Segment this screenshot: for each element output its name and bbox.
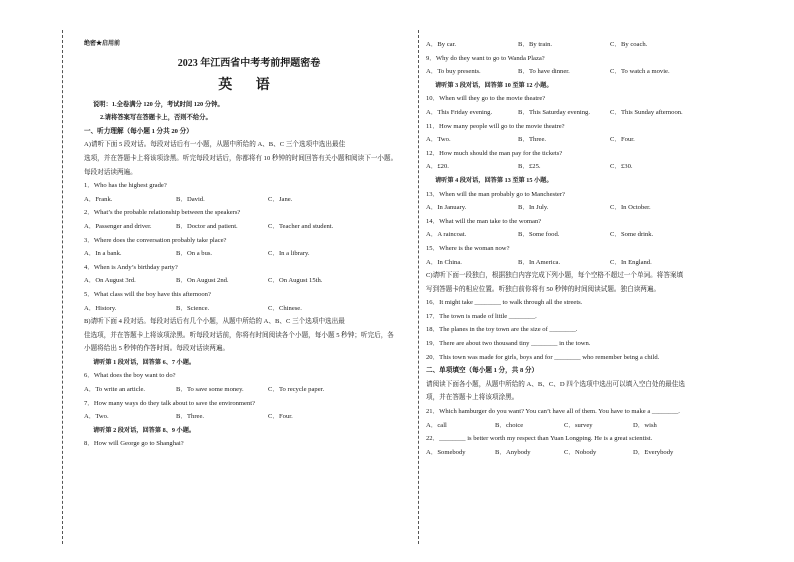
options-row <box>426 446 756 460</box>
secret-tag: 绝密★启用前 <box>84 41 121 47</box>
question-text: 7．How many ways do they talk about to save the environment? <box>84 399 256 407</box>
instruction-line: 写到答题卡的相应位置。听独白前你将有 50 秒钟的时间阅读试题。独白读两遍。 <box>426 285 661 293</box>
option: A．In a bank. <box>84 250 122 258</box>
fill-question: 17．The town is made of little ________. <box>426 312 537 320</box>
option: B．Anybody <box>495 448 531 456</box>
fill-question: 16．It might take ________ to walk through all the streets. <box>426 299 583 307</box>
options-row <box>84 383 414 397</box>
option: C．This Sunday afternoon. <box>610 108 683 116</box>
options-row <box>426 256 756 270</box>
option: B．Science. <box>176 304 210 312</box>
exam-title: 2023 年江西省中考考前押题密卷 <box>177 57 321 69</box>
option: A．In January. <box>426 204 467 212</box>
option: B．Some food. <box>518 231 560 239</box>
option: A．Frank. <box>84 195 113 203</box>
options-row <box>426 228 756 242</box>
fill-question: 18．The planes in the toy town are the size of ________. <box>426 326 578 334</box>
question-text: 13．When will the man probably go to Manchester? <box>426 190 565 198</box>
question-text: 11．How many people will go to the movie theatre? <box>426 122 565 130</box>
option: D．wish <box>633 421 657 429</box>
note-line: 2.请将答案写在答题卡上，否则不给分。 <box>100 114 212 122</box>
section-heading: 一、听力理解（每小题 1 分共 20 分） <box>84 127 193 135</box>
options-row <box>426 133 756 147</box>
option: B．By train. <box>518 41 553 48</box>
option: A．To buy presents. <box>426 68 481 76</box>
question-text: 12．How much should the man pay for the tickets? <box>426 149 563 157</box>
option: A．This Friday evening. <box>426 108 493 116</box>
section-heading: 二、单项填空（每小题 1 分，共 8 分） <box>426 367 539 375</box>
left-column <box>84 38 414 451</box>
instruction-line: 项，并在答题卡上将该项涂黑。 <box>426 394 519 402</box>
question-text: 22．________ is better worth my respect than Yuan Longping. He is a great scientist. <box>426 435 653 443</box>
option: A．Passenger and driver. <box>84 222 152 230</box>
right-column <box>426 38 756 459</box>
options-row <box>84 247 414 261</box>
option: C．survey <box>564 421 593 429</box>
option: B．To save some money. <box>176 386 244 394</box>
option: C．£30. <box>610 163 633 171</box>
option: A．Two. <box>426 136 451 144</box>
option: A．call <box>426 421 447 429</box>
option: C．Jane. <box>268 195 293 203</box>
option: C．Nobody <box>564 448 597 456</box>
option: A．On August 3rd. <box>84 277 136 285</box>
instruction-line: 佳选项，并在答题卡上将该项涂黑。听每段对话前，你将有时间阅读各个小题，每小题 5 秒钟；听完后，各 <box>84 331 394 339</box>
option: B．This Saturday evening. <box>518 108 590 116</box>
question-text: 14．What will the man take to the woman? <box>426 217 542 225</box>
option: C．In October. <box>610 204 651 212</box>
option: C．Chinese. <box>268 304 302 312</box>
subheading: 请听第 2 段对话，回答第 8、9 小题。 <box>93 426 196 434</box>
option: A．£20. <box>426 163 449 171</box>
option: B．Three. <box>518 136 547 144</box>
options-row <box>426 419 756 433</box>
options-row <box>84 302 414 316</box>
question-text: 9．Why do they want to go to Wanda Plaza? <box>426 54 545 62</box>
option: C．In England. <box>610 258 652 266</box>
subject-title: 英 语 <box>218 77 280 93</box>
note-line: 说明：1.全卷满分 120 分，考试时间 120 分钟。 <box>93 100 224 108</box>
option: B．Doctor and patient. <box>176 222 238 230</box>
option: B．On August 2nd. <box>176 277 229 285</box>
option: C．In a library. <box>268 250 310 258</box>
option: A．By car. <box>426 41 457 48</box>
instruction-line: 每段对话读两遍。 <box>84 168 137 176</box>
option: C．On August 15th. <box>268 277 323 285</box>
instruction-line: 选项，并在答题卡上将该项涂黑。听完每段对话后，你都将有 10 秒钟的时间回答有关小题和阅读下一小题。 <box>84 154 398 162</box>
options-row <box>426 65 756 79</box>
option: B．Three. <box>176 413 205 421</box>
option: B．To have dinner. <box>518 68 570 76</box>
options-row <box>426 106 756 120</box>
instruction-line: B)请听下面 4 段对话。每段对话后有几个小题，从题中所给的 A、B、C 三个选项中选出最 <box>84 318 345 326</box>
option: B．£25. <box>518 163 541 171</box>
instruction-line: 请阅读下面各小题，从题中所给的 A、B、C、D 四个选项中选出可以填入空白处的最佳选 <box>426 380 685 388</box>
fill-question: 20．This town was made for girls, boys and for ________ who remember being a child. <box>426 353 660 361</box>
option: B．On a bus. <box>176 250 213 258</box>
option: C．Some drink. <box>610 231 654 239</box>
question-text: 2．What’s the probable relationship between the speakers? <box>84 209 241 217</box>
column-divider <box>418 30 419 544</box>
question-text: 15．Where is the woman now? <box>426 244 510 252</box>
question-text: 3．Where does the conversation probably take place? <box>84 236 227 244</box>
options-row <box>84 410 414 424</box>
option: B．choice <box>495 421 524 429</box>
option: A．Somebody <box>426 448 466 456</box>
instruction-line: C)请听下面一段独白，根据独白内容完成下列小题，每个空格不超过一个单词。将答案填 <box>426 272 684 280</box>
option: C．To watch a movie. <box>610 68 670 76</box>
option: A．In China. <box>426 258 462 266</box>
option: B．David. <box>176 195 205 203</box>
options-row <box>84 220 414 234</box>
option: B．In July. <box>518 204 549 212</box>
option: C．To recycle paper. <box>268 386 325 394</box>
instruction-line: 小题将给出 5 秒钟的作答时间。每段对话读两遍。 <box>84 345 230 353</box>
option: C．Four. <box>268 413 293 421</box>
subheading: 请听第 3 段对话，回答第 10 至第 12 小题。 <box>435 81 553 89</box>
question-text: 8．How will George go to Shanghai? <box>84 440 184 448</box>
option: C．By coach. <box>610 41 648 48</box>
instruction-line: A)请听下面 5 段对话。每段对话后有一小题，从题中所给的 A、B、C 三个选项中选出最佳 <box>84 141 346 149</box>
option: A．To write an article. <box>84 386 146 394</box>
option: B．In America. <box>518 258 561 266</box>
option: A．A raincoat. <box>426 231 467 239</box>
question-text: 1．Who has the highest grade? <box>84 182 167 190</box>
option: D．Everybody <box>633 448 674 456</box>
subheading: 请听第 4 段对话，回答第 13 至第 15 小题。 <box>435 176 553 184</box>
question-text: 10．When will they go to the movie theatre? <box>426 95 546 103</box>
question-text: 4．When is Andy’s birthday party? <box>84 263 178 271</box>
fill-question: 19．There are about two thousand tiny ________ in the town. <box>426 340 591 348</box>
options-row <box>426 201 756 215</box>
question-text: 6．What does the boy want to do? <box>84 372 176 380</box>
binding-line-left <box>62 30 63 544</box>
option: C．Teacher and student. <box>268 222 334 230</box>
options-row <box>426 160 756 174</box>
options-row <box>426 38 756 52</box>
options-row <box>84 274 414 288</box>
question-block <box>84 179 414 315</box>
question-text: 21．Which hamburger do you want? You can’t have all of them. You have to make a ________. <box>426 408 680 416</box>
option: A．History. <box>84 304 117 312</box>
options-row <box>84 193 414 207</box>
option: C．Four. <box>610 136 635 144</box>
subheading: 请听第 1 段对话，回答第 6、7 小题。 <box>93 358 196 366</box>
question-text: 5．What class will the boy have this afternoon? <box>84 290 211 298</box>
option: A．Two. <box>84 413 109 421</box>
